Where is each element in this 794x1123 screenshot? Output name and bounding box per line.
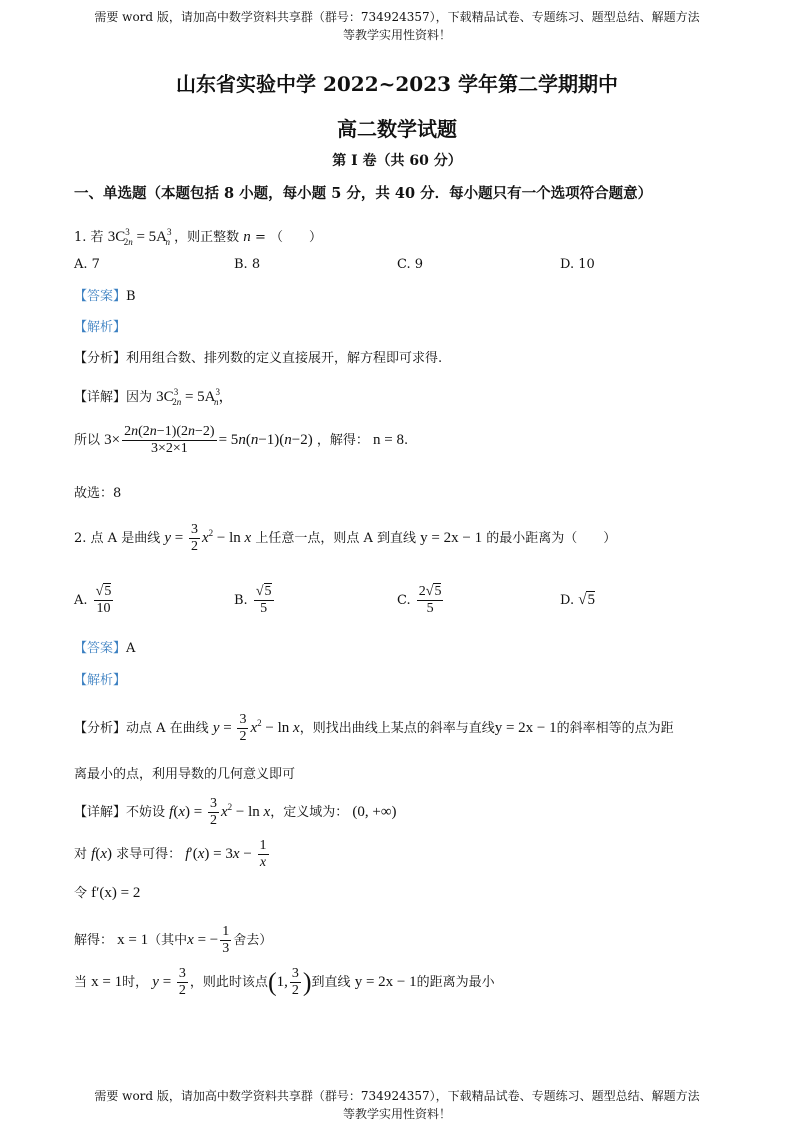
q2-fenxi-curve: y = $\frac{3}{2}$ $x^2 - \ln x$ <box>212 712 300 744</box>
q1-option-c: C. 9 <box>397 257 424 272</box>
header-line-2: 等教学实用性资料！ <box>342 28 451 42</box>
exam-part: 第 I 卷（共 60 分） <box>332 153 462 169</box>
q2-line-eq: y = 2x − 1 <box>420 529 483 546</box>
q1-answer-tag: 【答案】 <box>74 289 127 304</box>
q2-fenxi-line: y = 2x − 1 <box>494 719 557 736</box>
q1-number: 1. 若 <box>74 230 104 245</box>
q1-analysis-tag: 【解析】 <box>74 320 127 335</box>
q2-stem-b: 上任意一点，则点 A 到直线 <box>255 530 417 546</box>
q2-option-c-label: C. <box>397 593 411 608</box>
q2-jie-a: 解得： <box>74 932 114 948</box>
q2-answer-tag: 【答案】 <box>74 641 127 656</box>
q1-option-d: D. 10 <box>560 257 595 272</box>
q2-dang-e: 的距离为最小 <box>416 974 495 990</box>
q1-choice: 故选：8 <box>74 486 122 501</box>
q2-option-d: D. √5 <box>560 592 595 608</box>
q2-jie-c: 舍去） <box>233 932 273 948</box>
q1-option-b: B. 8 <box>234 257 261 272</box>
q2-dang-b: 时， <box>122 974 149 990</box>
q2-fenxi-b: ，则找出曲线上某点的斜率与直线 <box>299 720 495 736</box>
exam-title: 山东省实验中学 2022~2023 学年第二学期期中 <box>175 72 618 96</box>
question-2-stem <box>74 522 616 555</box>
q1-fenxi-tag: 【分析】 <box>74 351 127 366</box>
q1-answer-value: B <box>126 289 136 304</box>
q2-fenxi-d: 离最小的点，利用导数的几何意义即可 <box>74 767 296 782</box>
q2-domain: (0, +∞) <box>352 803 397 820</box>
question-1-stem <box>74 223 322 251</box>
q2-dang-line: y = 2x − 1 <box>354 973 417 990</box>
q1-var-n: n <box>243 229 251 245</box>
q1-option-a: A. 7 <box>74 257 100 272</box>
q1-fenxi <box>74 350 442 368</box>
q1-fenxi-text: 利用组合数、排列数的定义直接展开，解方程即可求得. <box>126 351 443 366</box>
q2-ling <box>74 884 140 903</box>
q2-analysis-tag: 【解析】 <box>74 673 127 688</box>
q2-conclusion: 当 x = 1时， y = $\frac{3}{2}$ ，则此时该点(1, $\frac{3}{2}$ )到直线 y = 2x − 1的距离为最小 <box>74 966 495 998</box>
q2-jie-b: （其中 <box>148 932 188 948</box>
section-heading: 一、单选题（本题包括 8 小题，每小题 5 分，共 40 分．每小题只有一个选项符合题意） <box>74 185 653 202</box>
q2-detail-tag: 【详解】 <box>74 804 127 820</box>
q2-answer-value: A <box>126 641 136 656</box>
page-header <box>0 8 794 44</box>
q2-option-a-label: A. <box>74 593 88 608</box>
page-footer <box>0 1087 794 1123</box>
q2-deriv-a: 对 <box>74 846 88 862</box>
header-line-1: 需要 word 版，请加高中数学资料共享群（群号：734924357），下载精品试卷、专题练习、题型总结、解题方法 <box>94 10 700 24</box>
q2-answer <box>74 640 135 658</box>
q2-detail <box>74 796 397 829</box>
q1-detail <box>74 383 234 411</box>
footer-line-2: 等教学实用性资料！ <box>342 1107 451 1121</box>
q2-dang-c: ，则此时该点 <box>189 974 268 990</box>
footer-line-1: 需要 word 版，请加高中数学资料共享群（群号：734924357），下载精品试卷、专题练习、题型总结、解题方法 <box>94 1089 700 1103</box>
q2-ling-label: 令 <box>74 886 88 901</box>
q2-fx-formula: f(x) = $\frac{3}{2}$ $x^2 - \ln x$ <box>169 796 271 828</box>
q2-fenxi-c: 的斜率相等的点为距 <box>556 720 674 736</box>
q1-jiede: ，解得： <box>316 432 369 448</box>
q2-curve-formula: y = $\frac{3}{2}$ $x^2 - \ln x$ <box>164 522 252 554</box>
q2-option-a: A. $\frac{√5}{10}$ <box>74 584 112 616</box>
q2-option-b-label: B. <box>234 593 248 608</box>
q2-detail-a: 不妨设 <box>126 804 166 820</box>
q2-option-c: C. $\frac{2√5}{5}$ <box>397 584 442 616</box>
q2-fenxi-tag: 【分析】 <box>74 720 127 736</box>
q2-fenxi-a: 动点 A 在曲线 <box>126 720 209 736</box>
exam-subtitle: 高二数学试题 <box>337 117 457 141</box>
q1-detail-prefix: 因为 <box>126 390 153 405</box>
q2-dang-a: 当 <box>74 974 88 990</box>
q2-fenxi <box>74 712 674 745</box>
q1-n-result: n = 8 <box>373 431 404 448</box>
q1-derivation-formula: 3× $\frac{2n(2n-1)(2n-2)}{3\times 2\times 1}$ = 5n(n−1)(n−2) <box>104 424 313 456</box>
q1-answer <box>74 288 136 306</box>
q2-solve: 解得： x = 1（其中x = − $\frac{1}{3}$ 舍去） <box>74 924 273 956</box>
q2-dang-x: x = 1 <box>91 973 123 990</box>
q2-derivative: 对 f(x) 求导可得： f′(x) = 3x − $\frac{1}{x}$ <box>74 838 271 871</box>
q1-blank: = （ ） <box>254 230 322 245</box>
q1-suoyi: 所以 <box>74 432 101 448</box>
q2-option-d-label: D. <box>560 593 575 608</box>
q2-jie-x: x = 1 <box>117 931 149 948</box>
q2-detail-b: ，定义域为： <box>270 804 349 820</box>
q1-derivation: 所以 3× $\frac{2n(2n-1)(2n-2)}{3\times 2\times 1}$ = 5n(n−1)(n−2) ，解得： n = 8. <box>74 424 409 456</box>
q2-option-b: B. $\frac{√5}{5}$ <box>234 584 272 616</box>
q2-deriv-formula: f′(x) = 3x − $\frac{1}{x}$ <box>185 838 267 870</box>
q1-detail-formula: $3C^3_{2n} = 5A^3_n$， <box>156 387 234 407</box>
q2-stem-a: 2. 点 A 是曲线 <box>74 530 161 546</box>
q2-stem-c: 的最小距离为（ ） <box>486 530 617 546</box>
q1-formula: $3C^3_{2n} = 5A^3_n$ <box>107 227 172 247</box>
q2-ling-eq: f′(x) = 2 <box>91 885 141 901</box>
q2-dang-d: 到直线 <box>311 974 351 990</box>
q1-detail-tag: 【详解】 <box>74 390 127 405</box>
q2-deriv-b: 求导可得： <box>116 846 182 862</box>
q1-stem-end: ，则正整数 <box>174 230 240 245</box>
